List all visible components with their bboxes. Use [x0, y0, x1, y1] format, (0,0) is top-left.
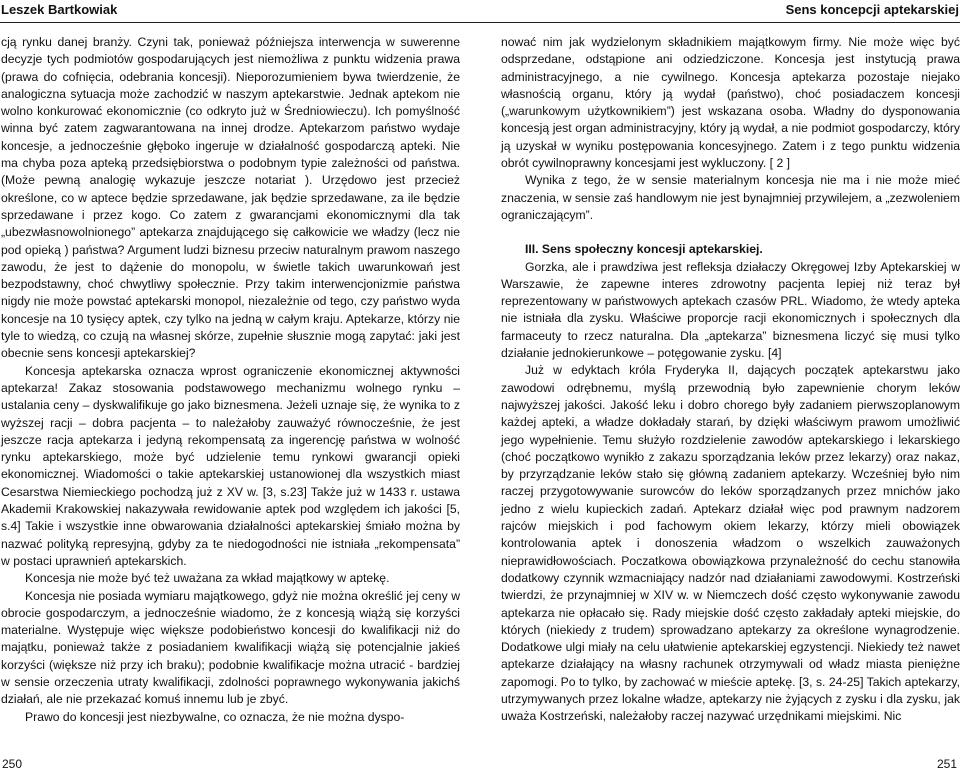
- right-column: [501, 34, 960, 726]
- header-author: Leszek Bartkowiak: [1, 2, 118, 17]
- page-number-left: 250: [2, 757, 23, 771]
- paragraph: Gorzka, ale i prawdziwa jest refleksja działaczy Okręgowej Izby Aptekarskiej w Warszawie, że zapewne interes zdrowotny pacjenta lepiej niż teraz był reprezentowany w państwowych aptekach czasów PRL. Wiadomo, że wtedy apteka nie istniała dla zysku. Właściwe proporcje racji ekonomicznych i społecznych dla farmaceuty to rzecz naturalna. Dla „aptekarza” biznesmena liczyć się musi tylko działanie jednokierunkowe – potęgowanie zysku. [4]: [501, 259, 960, 361]
- paragraph: Wynika z tego, że w sensie materialnym koncesja nie ma i nie może mieć znaczenia, w sensie zaś handlowym nie jest bynajmniej przywilejem, a „zezwoleniem ograniczającym”.: [501, 173, 960, 222]
- paragraph: nować nim jak wydzielonym składnikiem majątkowym firmy. Nie może więc być odsprzedane, odstąpione ani odziedziczone. Koncesja jest instytucją prawa administracyjnego, a nie cywilnego. Koncesja aptekarza pozostaje niejako własnością organu, który ją wydał (państwo), choć posiadaczem koncesji („warunkowym użytkownikiem”) jest wskazana osoba. Władny do dysponowania koncesją jest organ administracyjny, który ją wydał, a nie podmiot gospodarczy, który ją uzyskał w wyniku postępowania koncesyjnego. Zatem i z tego punktu widzenia obrót cywilnoprawny koncesjami jest wykluczony. [ 2 ]: [501, 35, 960, 171]
- page-number-right: 251: [936, 757, 957, 771]
- paragraph: cją rynku danej branży. Czyni tak, ponieważ późniejsza interwencja w suwerenne decyzje tych podmiotów gospodarujących jest niemożliwa z punktu widzenia prawa (prawa do cofnięcia, odebrania koncesji). Nieporozumieniem bywa twierdzenie, że analogiczna sytuacja może zachodzić w naszym aptekarstwie. Jednak aptekom nie wolno konkurować ekonomicznie (co odkryto już w Średniowieczu). Ich pomyślność winna być zatem zagwarantowana na innej drodze. Aptekarzom państwo wydaje koncesje, a jednocześnie głęboko ingeruje w działalność gospodarczą apteki. Nie ma chyba poza apteką przedsiębiorstwa o podobnym typie zależności od państwa. (Może pewną analogię wykazuje jeszcze notariat ). Urzędowo jest przecież określone, co w aptece będzie sprzedawane, jak będzie sprzedawane, za ile będzie sprzedawane i przez kogo. Co zatem z gwarancjami ekonomicznymi dla tak „ubezwłasnowolnionego” aptekarza znajdującego się całkowicie we władzy (lecz nie pod opieką ) państwa? Argument ludzi biznesu przeciw naturalnym prawom naszego zawodu, że jest to dążenie do monopolu, w świetle takich uwarunkowań jest bezpodstawny, choć chwytliwy społecznie. Przy takim interwencjonizmie państwa nigdy nie może powstać aptekarski monopol, niezależnie od tego, czy państwo wyda koncesje na 10 tysięcy aptek, czy tylko na jedną w całym kraju. Aptekarze, którzy nie tyle to wiedzą, co czują na własnej skórze, zupełnie słusznie mogą zapytać: jaki jest obecnie sens koncesji aptekarskiej?: [1, 35, 460, 361]
- left-column: [1, 34, 460, 726]
- running-header: [0, 0, 960, 23]
- paragraph: Koncesja nie może być też uważana za wkład majątkowy w aptekę.: [25, 571, 390, 586]
- header-title: Sens koncepcji aptekarskiej: [785, 2, 959, 17]
- paragraph: Koncesja aptekarska oznacza wprost ograniczenie ekonomicznej aktywności aptekarza! Zakaz stosowania podstawowego mechanizmu wolnego rynku – ustalania ceny – dyskwalifikuje go jako biznesmena. Jeżeli uznaje się, że wynika to z wyższej racji – dobra pacjenta – to należałoby zauważyć równocześnie, że jest jeszcze racja aptekarza i jedyną rekompensatą za ingerencję państwa w wolność rynku aptekarskiego, może być udzielenie temu rynkowi gwarancji opieki ekonomicznej. Wiadomości o takie aptekarskiej ustanowionej dla wszystkich miast Cesarstwa Niemieckiego pochodzą już z XV w. [3, s.23] Także już w 1433 r. ustawa Akademii Krakowskiej nakazywała rewidowanie aptek pod względem ich jakości [5, s.4] Takie i wszystkie inne obwarowania działalności aptekarskiej śmiało można by nazwać polityką represyjną, gdyby za te niedogodności nie istniała „rekompensata” w postaci uprawnień aptekarskich.: [1, 363, 460, 568]
- section-heading: III. Sens społeczny koncesji aptekarskiej.: [525, 242, 763, 257]
- paragraph: Już w edyktach króla Fryderyka II, dających początek aptekarstwu jako zawodowi odrębnemu, myślą przewodnią było zapewnienie chorym leków najwyższej jakości. Jakość leku i dobro chorego były zadaniem pierwszoplanowym każdej apteki, a władze dokładały starań, by dzięki właściwym prawom umożliwić jego wypełnienie. Temu służyło rozdzielenie zawodów aptekarskiego i lekarskiego (choć początkowo wynikło z zakazu sporządzania leków przez lekarzy) oraz nakaz, by przyrządzanie leków stało się główną zadaniem aptekarzy. Wcześniej było nim raczej przygotowywanie surowców do leków sporządzanych przez mnichów jako jedno z wielu kupieckich zadań. Aptekarz działał więc pod prawnym nadzorem rajców miejskich i pod fachowym okiem lekarzy, którzy mieli obowiązek kontrolowania aptek i donoszenia władzom o wszelkich zauważonych nieprawidłowościach. Poczatkowa obowiązkowa przynależność do cechu stanowiła dodatkowy czynnik wzmacniający nadzór nad działaniami zawodowymi. Kostrzeński twierdzi, że przynajmniej w XIV w. w Niemczech dość często wykonywanie zawodu aptekarza nie opłacało się. Rady miejskie dość często zakładały apteki miejskie, do których (niekiedy z trudem) sprowadzano aptekarzy za określone wynagrodzenie. Dodatkowe ulgi miały na celu ułatwienie aptekarskiej egzystencji. Niekiedy też nawet aptekarze działający na własny rachunek otrzymywali od władz miasta pieniężne zapomogi. Po to tylko, by zachować w mieście aptekę. [3, s. 24-25] Takich aptekarzy, utrzymywanych przez lokalne władze, aptekarzy nie żyjących z zysku i dla zysku, jak uważa Kostrzeński, należałoby raczej nazywać urzędnikami miejskimi. Nic: [501, 363, 960, 724]
- paragraph: Prawo do koncesji jest niezbywalne, co oznacza, że nie można dyspo-: [25, 709, 405, 724]
- paragraph: Koncesja nie posiada wymiaru majątkowego, gdyż nie można określić jej ceny w obrocie gospodarczym, a jednocześnie wiadomo, że z koncesją wiążą się korzyści materialne. Występuje więc większe podobieństwo koncesji do kwalifikacji niż do majątku, ponieważ także z posiadaniem kwalifikacji wiążą się potencjalnie jakieś korzyści (większe niż przy ich braku); podobnie kwalifikacje można utracić - bardziej w sensie orzeczenia utraty kwalifikacji, zdolności poprawnego wykonywania jakichś działań, ale nie przekazać komuś innemu lub je zbyć.: [1, 588, 460, 707]
